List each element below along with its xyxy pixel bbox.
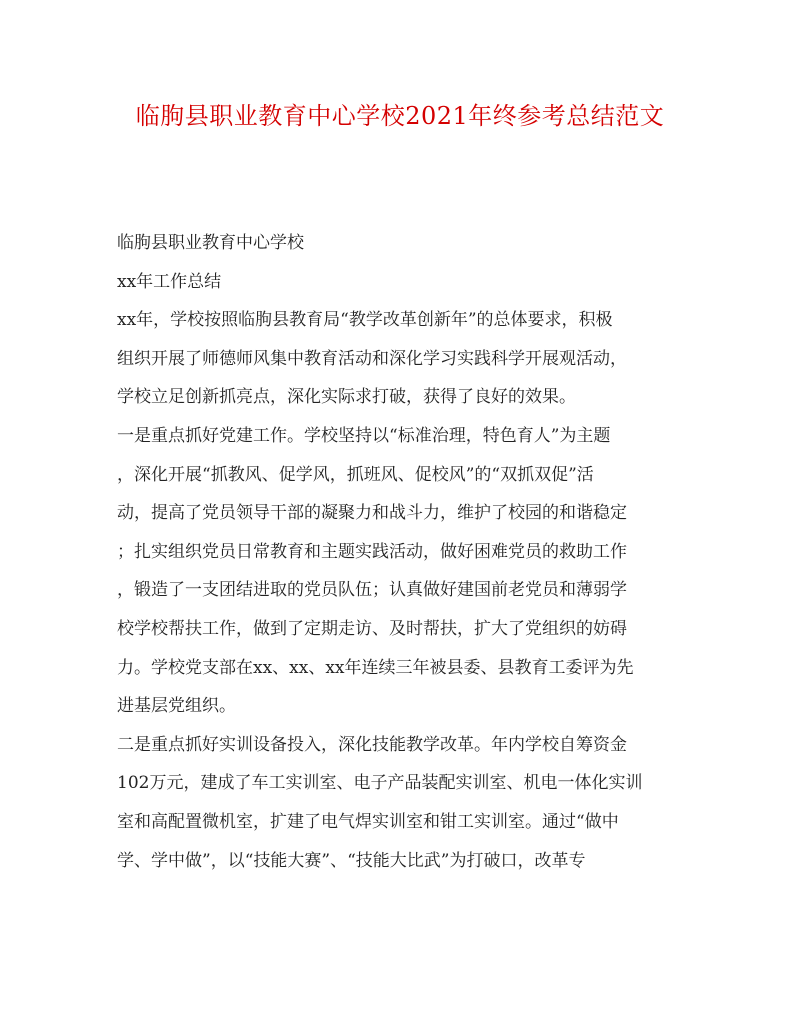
body-line: xx年工作总结 [117, 271, 222, 292]
body-line: 学校立足创新抓亮点，深化实际求打破，获得了良好的效果。 [117, 387, 576, 408]
document-body [117, 224, 687, 880]
body-line: 力。学校党支部在xx、xx、xx年连续三年被县委、县教育工委评为先 [117, 657, 634, 678]
body-line: 学、学中做”，以“技能大赛”、“技能大比武”为打破口，改革专 [117, 850, 586, 871]
body-line: 动，提高了党员领导干部的凝聚力和战斗力，维护了校园的和谐稳定 [117, 503, 627, 524]
body-line: 组织开展了师德师风集中教育活动和深化学习实践科学开展观活动， [117, 348, 627, 369]
body-line: 进基层党组织。 [117, 696, 236, 717]
body-line: ；扎实组织党员日常教育和主题实践活动，做好困难党员的救助工作 [117, 541, 627, 562]
body-line: 室和高配置微机室，扩建了电气焊实训室和钳工实训室。通过“做中 [117, 811, 619, 832]
body-line: 二是重点抓好实训设备投入，深化技能教学改革。年内学校自筹资金 [117, 734, 627, 755]
body-line: 校学校帮扶工作，做到了定期走访、及时帮扶，扩大了党组织的妨碍 [117, 618, 627, 639]
body-line: 一是重点抓好党建工作。学校坚持以“标准治理，特色育人”为主题 [117, 425, 611, 446]
body-line: 临朐县职业教育中心学校 [117, 233, 304, 253]
body-line: ，锻造了一支团结进取的党员队伍；认真做好建国前老党员和薄弱学 [117, 580, 627, 601]
body-line: xx年，学校按照临朐县教育局“教学改革创新年”的总体要求，积极 [117, 310, 613, 331]
body-line: ，深化开展“抓教风、促学风，抓班风、促校风”的“双抓双促”活 [117, 464, 594, 485]
document-title: 临朐县职业教育中心学校2021年终参考总结范文 [135, 102, 665, 130]
body-line: 102万元，建成了车工实训室、电子产品装配实训室、机电一体化实训 [117, 773, 643, 794]
